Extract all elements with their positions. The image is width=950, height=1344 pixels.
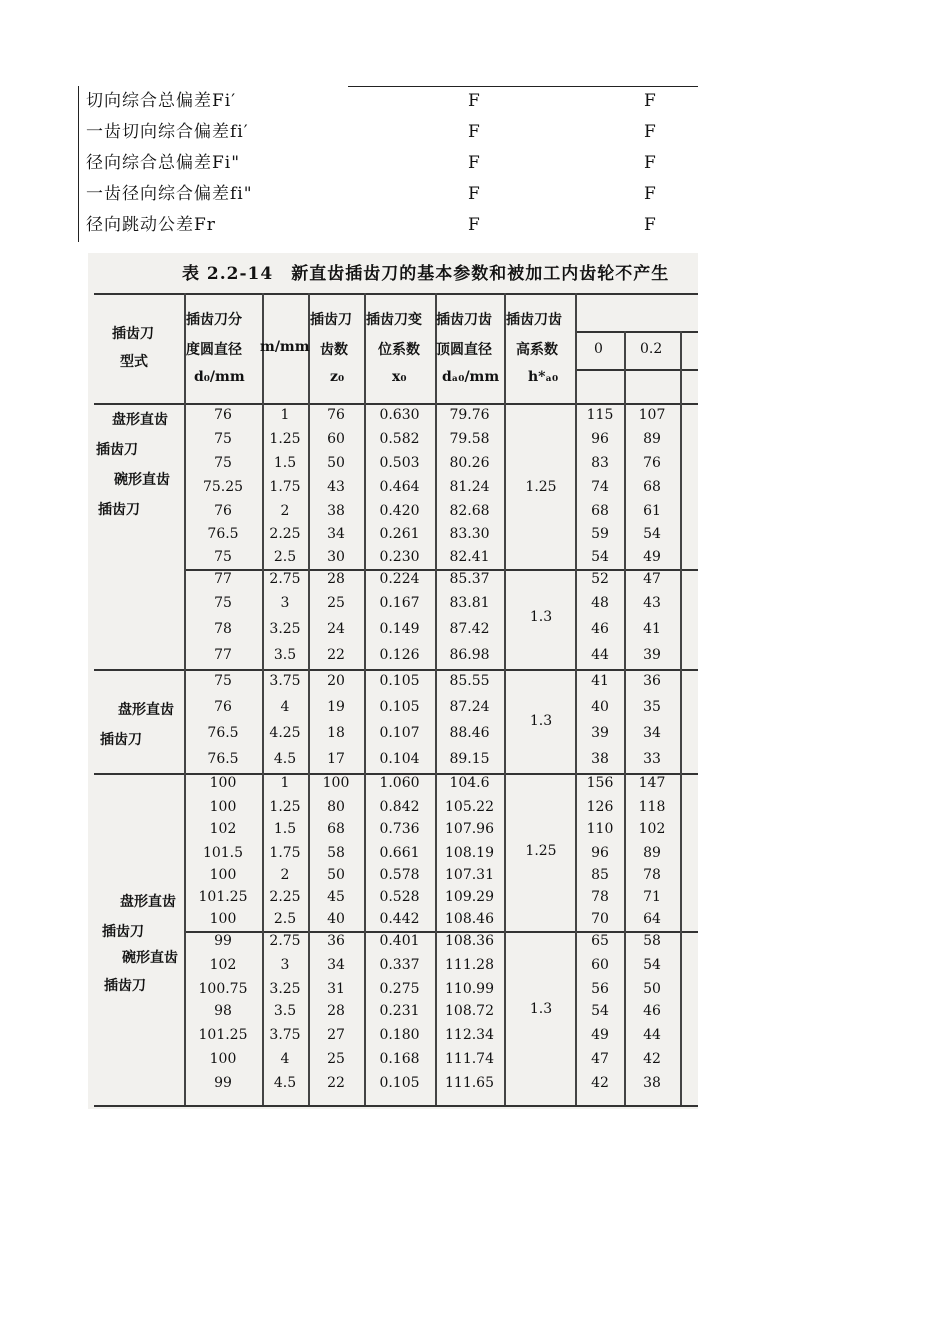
cell-d0: 78 [214, 621, 232, 637]
cell-col-02: 47 [643, 571, 661, 587]
cell-x0: 0.107 [379, 725, 420, 741]
header-z0: 齿数 [320, 342, 348, 358]
col-rule [575, 293, 577, 1105]
item-label: 切向综合总偏差Fi′ [86, 91, 237, 111]
cell-col-0: 54 [591, 1003, 609, 1019]
cell-col-0: 115 [586, 407, 614, 423]
cell-z0: 31 [327, 981, 345, 997]
cell-col-0: 60 [591, 957, 609, 973]
cell-d0: 77 [214, 571, 232, 587]
cell-x0: 0.661 [379, 845, 420, 861]
cell-col-02: 34 [643, 725, 661, 741]
cell-m: 2.25 [269, 526, 301, 542]
cell-z0: 36 [327, 933, 345, 949]
rule-bottom [94, 1105, 698, 1107]
cell-col-02: 44 [643, 1027, 661, 1043]
cell-m: 4 [280, 1051, 290, 1067]
cell-x0: 0.105 [379, 699, 420, 715]
scanned-table-image [88, 253, 698, 1109]
header-ha0: 插齿刀齿 [506, 312, 562, 328]
cell-d0: 99 [214, 1075, 232, 1091]
cell-z0: 50 [327, 455, 345, 471]
cell-x0: 0.230 [379, 549, 420, 565]
cell-da0: 108.46 [445, 911, 494, 927]
cell-da0: 85.55 [449, 673, 490, 689]
cell-col-0: 59 [591, 526, 609, 542]
cell-d0: 75 [214, 549, 232, 565]
cell-x0: 0.420 [379, 503, 420, 519]
ha0-value: 1.3 [529, 609, 553, 625]
cell-z0: 38 [327, 503, 345, 519]
cell-d0: 101.25 [198, 1027, 248, 1043]
cell-m: 2.25 [269, 889, 301, 905]
cell-m: 3 [280, 595, 290, 611]
header-col-02: 0.2 [640, 341, 663, 357]
cell-m: 1.25 [269, 431, 301, 447]
cell-m: 4.5 [273, 751, 297, 767]
cell-z0: 28 [327, 571, 345, 587]
cell-x0: 0.104 [379, 751, 420, 767]
cell-z0: 22 [327, 1075, 345, 1091]
cell-z0: 17 [327, 751, 345, 767]
cell-x0: 0.442 [379, 911, 420, 927]
cell-m: 1 [280, 407, 290, 423]
cell-x0: 0.528 [379, 889, 420, 905]
cell-z0: 50 [327, 867, 345, 883]
cell-col-02: 54 [643, 957, 661, 973]
cell-col-02: 54 [643, 526, 661, 542]
cell-d0: 76 [214, 407, 232, 423]
cell-z0: 19 [327, 699, 345, 715]
cell-z0: 18 [327, 725, 345, 741]
cell-d0: 102 [209, 821, 237, 837]
cell-col-0: 38 [591, 751, 609, 767]
item-value-2: F [644, 91, 656, 111]
cell-z0: 22 [327, 647, 345, 663]
cell-m: 4 [280, 699, 290, 715]
cell-col-02: 61 [643, 503, 661, 519]
cell-x0: 0.105 [379, 673, 420, 689]
header-type: 型式 [120, 354, 148, 370]
item-value-1: F [468, 153, 480, 173]
cell-col-02: 42 [643, 1051, 661, 1067]
cell-x0: 0.275 [379, 981, 420, 997]
cell-col-0: 70 [591, 911, 609, 927]
cell-m: 2.5 [273, 911, 297, 927]
cell-d0: 100 [209, 799, 237, 815]
cell-z0: 58 [327, 845, 345, 861]
header-type: 插齿刀 [112, 326, 154, 342]
cell-x0: 0.149 [379, 621, 420, 637]
cell-col-0: 68 [591, 503, 609, 519]
cell-z0: 100 [322, 775, 350, 791]
cell-m: 1.25 [269, 799, 301, 815]
header-z0: 插齿刀 [310, 312, 352, 328]
cell-da0: 79.76 [449, 407, 490, 423]
cell-da0: 109.29 [445, 889, 494, 905]
cell-z0: 28 [327, 1003, 345, 1019]
cell-x0: 0.105 [379, 1075, 420, 1091]
cell-d0: 100 [209, 911, 237, 927]
cell-col-02: 102 [638, 821, 666, 837]
cell-da0: 105.22 [445, 799, 494, 815]
cell-z0: 25 [327, 1051, 345, 1067]
cell-x0: 0.167 [379, 595, 420, 611]
cell-x0: 0.261 [379, 526, 420, 542]
cell-d0: 99 [214, 933, 232, 949]
cell-da0: 82.41 [449, 549, 490, 565]
cell-col-02: 33 [643, 751, 661, 767]
group-label: 插齿刀 [98, 502, 140, 518]
cell-col-02: 43 [643, 595, 661, 611]
cell-col-02: 78 [643, 867, 661, 883]
cell-col-0: 110 [586, 821, 614, 837]
cell-m: 1.75 [269, 479, 301, 495]
cell-da0: 89.15 [449, 751, 490, 767]
header-da0: 插齿刀齿 [436, 312, 492, 328]
cell-d0: 76 [214, 503, 232, 519]
ha0-value: 1.3 [529, 713, 553, 729]
list-item [78, 179, 698, 210]
cell-x0: 0.736 [379, 821, 420, 837]
cell-col-0: 83 [591, 455, 609, 471]
ha0-value: 1.3 [529, 1001, 553, 1017]
cell-da0: 110.99 [445, 981, 494, 997]
header-col-0: 0 [594, 341, 603, 357]
cell-col-0: 85 [591, 867, 609, 883]
cell-m: 3.75 [269, 673, 301, 689]
group-label: 盘形直齿 [118, 702, 174, 718]
cell-z0: 43 [327, 479, 345, 495]
cell-col-0: 40 [591, 699, 609, 715]
cell-da0: 104.6 [449, 775, 490, 791]
cell-col-0: 56 [591, 981, 609, 997]
cell-col-02: 68 [643, 479, 661, 495]
table-title: 表 2.2-14 新直齿插齿刀的基本参数和被加工内齿轮不产生 [182, 264, 670, 284]
cell-m: 2.75 [269, 933, 301, 949]
cell-m: 4.25 [269, 725, 301, 741]
cell-da0: 83.30 [449, 526, 490, 542]
cell-x0: 0.464 [379, 479, 420, 495]
cell-col-0: 44 [591, 647, 609, 663]
header-ha0: h*ₐ₀ [528, 369, 559, 385]
header-d0: 插齿刀分 [186, 312, 242, 328]
cell-col-02: 107 [638, 407, 666, 423]
cell-da0: 80.26 [449, 455, 490, 471]
cell-x0: 0.842 [379, 799, 420, 815]
cell-z0: 34 [327, 957, 345, 973]
cell-col-02: 50 [643, 981, 661, 997]
cell-col-02: 58 [643, 933, 661, 949]
cell-da0: 108.36 [445, 933, 494, 949]
cell-m: 4.5 [273, 1075, 297, 1091]
cell-z0: 76 [327, 407, 345, 423]
cell-col-0: 49 [591, 1027, 609, 1043]
cell-col-0: 52 [591, 571, 609, 587]
header-da0: dₐ₀/mm [442, 369, 500, 385]
cell-da0: 87.42 [449, 621, 490, 637]
group-label: 碗形直齿 [114, 472, 170, 488]
item-value-2: F [644, 184, 656, 204]
header-m: m/mm [260, 339, 310, 355]
col-rule [504, 293, 506, 1105]
cell-d0: 75 [214, 431, 232, 447]
item-label: 径向综合总偏差Fi" [86, 153, 241, 173]
tolerance-list [78, 86, 698, 242]
cell-col-0: 54 [591, 549, 609, 565]
cell-x0: 0.582 [379, 431, 420, 447]
item-value-1: F [468, 91, 480, 111]
cell-x0: 0.337 [379, 957, 420, 973]
cell-col-02: 38 [643, 1075, 661, 1091]
item-value-1: F [468, 184, 480, 204]
cell-z0: 80 [327, 799, 345, 815]
header-x0: 位系数 [378, 342, 420, 358]
header-z0: z₀ [330, 369, 345, 385]
cell-col-02: 41 [643, 621, 661, 637]
cell-z0: 27 [327, 1027, 345, 1043]
group-label: 插齿刀 [104, 978, 146, 994]
cell-x0: 0.126 [379, 647, 420, 663]
cell-x0: 0.180 [379, 1027, 420, 1043]
cell-z0: 45 [327, 889, 345, 905]
cell-m: 3 [280, 957, 290, 973]
cell-m: 1.5 [273, 821, 297, 837]
cell-col-0: 96 [591, 431, 609, 447]
cell-da0: 111.74 [445, 1051, 494, 1067]
cell-d0: 102 [209, 957, 237, 973]
cell-z0: 25 [327, 595, 345, 611]
header-x0: x₀ [392, 369, 407, 385]
list-item [78, 210, 698, 241]
cell-x0: 1.060 [379, 775, 420, 791]
cell-m: 1.75 [269, 845, 301, 861]
cell-da0: 88.46 [449, 725, 490, 741]
cell-col-0: 65 [591, 933, 609, 949]
cell-col-02: 71 [643, 889, 661, 905]
group-label: 插齿刀 [102, 924, 144, 940]
cell-da0: 81.24 [449, 479, 490, 495]
item-value-2: F [644, 215, 656, 235]
cell-d0: 76.5 [207, 751, 239, 767]
col-rule [680, 331, 682, 1105]
cell-m: 1.5 [273, 455, 297, 471]
cell-col-02: 118 [638, 799, 666, 815]
cell-m: 3.75 [269, 1027, 301, 1043]
cell-da0: 86.98 [449, 647, 490, 663]
cell-z0: 20 [327, 673, 345, 689]
cell-m: 2 [280, 867, 290, 883]
cell-x0: 0.224 [379, 571, 420, 587]
cell-da0: 111.28 [445, 957, 494, 973]
cell-x0: 0.630 [379, 407, 420, 423]
cell-m: 2 [280, 503, 290, 519]
cell-col-02: 39 [643, 647, 661, 663]
cell-m: 3.5 [273, 647, 297, 663]
cell-m: 3.25 [269, 621, 301, 637]
cell-d0: 75 [214, 455, 232, 471]
cell-d0: 100 [209, 775, 237, 791]
cell-col-02: 89 [643, 845, 661, 861]
cell-d0: 76.5 [207, 725, 239, 741]
cell-x0: 0.578 [379, 867, 420, 883]
cell-col-0: 78 [591, 889, 609, 905]
group-label: 盘形直齿 [120, 894, 176, 910]
cell-col-02: 35 [643, 699, 661, 715]
cell-m: 3.5 [273, 1003, 297, 1019]
item-label: 一齿径向综合偏差fi" [86, 184, 253, 204]
cell-da0: 87.24 [449, 699, 490, 715]
cell-col-02: 64 [643, 911, 661, 927]
cell-col-0: 39 [591, 725, 609, 741]
header-d0: 度圆直径 [186, 342, 242, 358]
cell-d0: 101.5 [202, 845, 244, 861]
header-da0: 顶圆直径 [436, 342, 492, 358]
item-label: 一齿切向综合偏差fi′ [86, 122, 249, 142]
cell-z0: 40 [327, 911, 345, 927]
cell-col-02: 49 [643, 549, 661, 565]
cell-d0: 77 [214, 647, 232, 663]
cell-da0: 112.34 [445, 1027, 494, 1043]
ha0-value: 1.25 [525, 479, 557, 495]
list-item [78, 86, 698, 117]
cell-z0: 68 [327, 821, 345, 837]
header-d0: d₀/mm [194, 369, 245, 385]
group-label: 碗形直齿 [122, 950, 178, 966]
cell-col-02: 147 [638, 775, 666, 791]
cell-col-02: 89 [643, 431, 661, 447]
cell-da0: 108.19 [445, 845, 494, 861]
cell-m: 3.25 [269, 981, 301, 997]
cell-col-0: 42 [591, 1075, 609, 1091]
cell-da0: 108.72 [445, 1003, 494, 1019]
cell-d0: 98 [214, 1003, 232, 1019]
cell-col-0: 47 [591, 1051, 609, 1067]
item-label: 径向跳动公差Fr [86, 215, 216, 235]
cell-col-0: 74 [591, 479, 609, 495]
cell-d0: 75 [214, 673, 232, 689]
cell-da0: 79.58 [449, 431, 490, 447]
cell-col-02: 36 [643, 673, 661, 689]
cell-da0: 83.81 [449, 595, 490, 611]
cell-col-02: 76 [643, 455, 661, 471]
group-label: 盘形直齿 [112, 412, 168, 428]
cell-m: 1 [280, 775, 290, 791]
cell-x0: 0.168 [379, 1051, 420, 1067]
cell-d0: 101.25 [198, 889, 248, 905]
cell-col-0: 126 [586, 799, 614, 815]
cell-da0: 107.96 [445, 821, 494, 837]
cell-d0: 100 [209, 1051, 237, 1067]
cell-da0: 85.37 [449, 571, 490, 587]
group-label: 插齿刀 [96, 442, 138, 458]
cell-da0: 107.31 [445, 867, 494, 883]
header-ha0: 高系数 [516, 342, 558, 358]
cell-d0: 75.25 [202, 479, 244, 495]
cell-d0: 100.75 [198, 981, 248, 997]
cell-col-0: 46 [591, 621, 609, 637]
cell-x0: 0.231 [379, 1003, 420, 1019]
cell-d0: 76.5 [207, 526, 239, 542]
ha0-value: 1.25 [525, 843, 557, 859]
header-x0: 插齿刀变 [366, 312, 422, 328]
cell-da0: 111.65 [445, 1075, 494, 1091]
list-item [78, 117, 698, 148]
item-value-2: F [644, 153, 656, 173]
cell-col-02: 46 [643, 1003, 661, 1019]
cell-x0: 0.503 [379, 455, 420, 471]
cell-col-0: 96 [591, 845, 609, 861]
cell-d0: 100 [209, 867, 237, 883]
cell-da0: 82.68 [449, 503, 490, 519]
cell-d0: 76 [214, 699, 232, 715]
cell-z0: 24 [327, 621, 345, 637]
cell-x0: 0.401 [379, 933, 420, 949]
cell-z0: 34 [327, 526, 345, 542]
group-label: 插齿刀 [100, 732, 142, 748]
item-value-2: F [644, 122, 656, 142]
cell-z0: 60 [327, 431, 345, 447]
cell-col-0: 41 [591, 673, 609, 689]
item-value-1: F [468, 215, 480, 235]
cell-col-0: 156 [586, 775, 614, 791]
cell-col-0: 48 [591, 595, 609, 611]
cell-d0: 75 [214, 595, 232, 611]
cell-m: 2.5 [273, 549, 297, 565]
list-item [78, 148, 698, 179]
cell-m: 2.75 [269, 571, 301, 587]
item-value-1: F [468, 122, 480, 142]
cell-z0: 30 [327, 549, 345, 565]
